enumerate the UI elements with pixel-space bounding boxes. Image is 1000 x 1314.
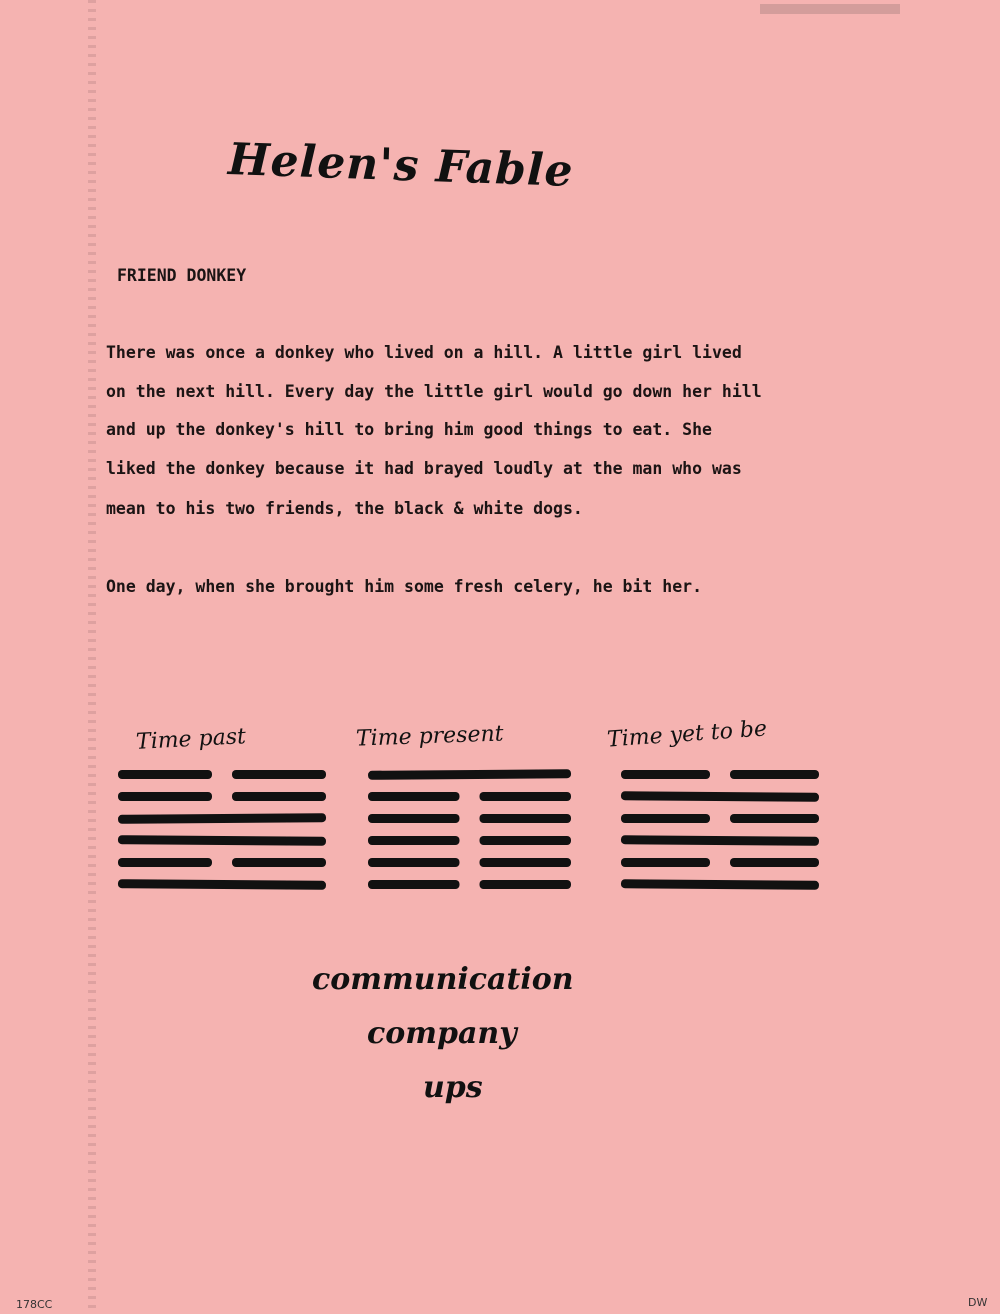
hexagram-broken-line-segment (480, 858, 572, 867)
hexagram-label: Time present (355, 721, 504, 752)
scan-smudge (760, 4, 900, 14)
hexagram-broken-line-segment (621, 858, 710, 867)
hexagram-broken-line-segment (730, 770, 819, 779)
hexagram-time-yet-to-be (615, 762, 825, 897)
scan-margin-mark (88, 0, 96, 1314)
hexagram-solid-line (621, 835, 819, 846)
paragraph-line: There was once a donkey who lived on a hill. A little girl lived (106, 343, 742, 362)
handwritten-title: Helen's Fable (227, 133, 575, 198)
hexagram-solid-line (118, 879, 326, 890)
corner-note-right: DW (968, 1296, 988, 1309)
hexagram-solid-line (621, 879, 819, 890)
hexagram-broken-line-segment (621, 814, 710, 823)
hexagram-broken-line-segment (368, 836, 460, 845)
paragraph-line: liked the donkey because it had brayed loudly at the man who was (106, 459, 742, 478)
hexagram-label: Time past (135, 724, 247, 755)
hexagram-broken-line-segment (368, 858, 460, 867)
hexagram-solid-line (118, 835, 326, 846)
hexagram-time-past (112, 762, 332, 897)
hexagram-broken-line-segment (118, 770, 212, 779)
hexagram-solid-line (621, 791, 819, 802)
paragraph-line: on the next hill. Every day the little girl would go down her hill (106, 382, 762, 401)
hexagram-broken-line-segment (480, 836, 572, 845)
hexagram-broken-line-segment (621, 770, 710, 779)
hexagram-broken-line-segment (730, 858, 819, 867)
handwritten-ups: ups (423, 1070, 483, 1105)
closing-line: One day, when she brought him some fresh celery, he bit her. (106, 577, 703, 596)
hexagram-broken-line-segment (480, 792, 572, 801)
hexagram-time-present (362, 762, 577, 897)
corner-note-left: 178CC (16, 1298, 53, 1311)
hexagram-solid-line (368, 769, 571, 780)
hexagram-broken-line-segment (118, 792, 212, 801)
hexagram-broken-line-segment (232, 770, 326, 779)
hexagram-solid-line (118, 813, 326, 824)
paragraph-line: mean to his two friends, the black & white dogs. (106, 499, 583, 518)
paragraph-line: and up the donkey's hill to bring him good things to eat. She (106, 420, 712, 439)
hexagram-broken-line-segment (232, 858, 326, 867)
hexagram-broken-line-segment (730, 814, 819, 823)
hexagram-broken-line-segment (368, 814, 460, 823)
hexagram-broken-line-segment (368, 792, 460, 801)
hexagram-broken-line-segment (368, 880, 460, 889)
hexagram-broken-line-segment (480, 814, 572, 823)
handwritten-company: company (367, 1016, 517, 1051)
hexagram-broken-line-segment (118, 858, 212, 867)
story-heading: FRIEND DONKEY (117, 266, 247, 285)
handwritten-communication: communication (312, 962, 574, 997)
hexagram-broken-line-segment (232, 792, 326, 801)
hexagram-broken-line-segment (480, 880, 572, 889)
hexagram-label: Time yet to be (606, 716, 768, 753)
